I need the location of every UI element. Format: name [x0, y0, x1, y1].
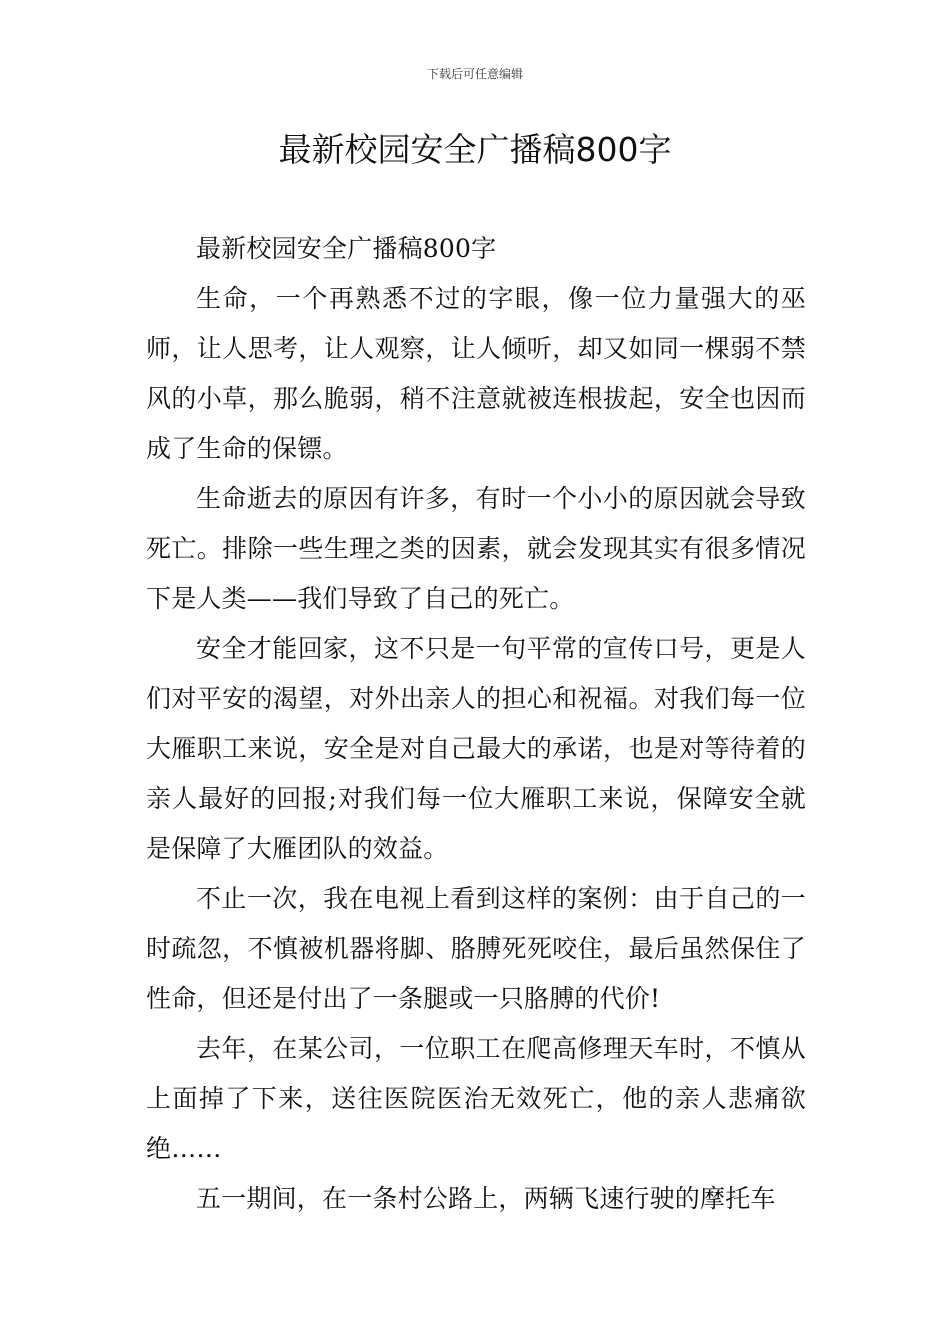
paragraph: 不止一次，我在电视上看到这样的案例：由于自己的一时疏忽，不慎被机器将脚、胳膊死死咬住，最后虽然保住了性命，但还是付出了一条腿或一只胳膊的代价!: [146, 884, 806, 1013]
paragraph: 安全才能回家，这不只是一句平常的宣传口号，更是人们对平安的渴望，对外出亲人的担心和祝福。对我们每一位大雁职工来说，安全是对自己最大的承诺，也是对等待着的亲人最好的回报;对我们每一位大雁职工来说，保障安全就是保障了大雁团队的效益。: [146, 634, 806, 863]
paragraph: 去年，在某公司，一位职工在爬高修理天车时，不慎从上面掉了下来，送往医院医治无效死亡，他的亲人悲痛欲绝……: [146, 1034, 806, 1163]
paragraph-subtitle: 最新校园安全广播稿800字: [196, 234, 497, 263]
paragraph: 五一期间，在一条村公路上，两辆飞速行驶的摩托车: [196, 1184, 776, 1213]
paragraph: 生命逝去的原因有许多，有时一个小小的原因就会导致死亡。排除一些生理之类的因素，就会发现其实有很多情况下是人类——我们导致了自己的死亡。: [146, 484, 806, 613]
document-body: [146, 224, 806, 1224]
header-note: 下载后可任意编辑: [426, 67, 523, 81]
document-title: 最新校园安全广播稿800字: [278, 130, 672, 169]
paragraph: 生命，一个再熟悉不过的字眼，像一位力量强大的巫师，让人思考，让人观察，让人倾听，却又如同一棵弱不禁风的小草，那么脆弱，稍不注意就被连根拔起，安全也因而成了生命的保镖。: [146, 284, 806, 463]
